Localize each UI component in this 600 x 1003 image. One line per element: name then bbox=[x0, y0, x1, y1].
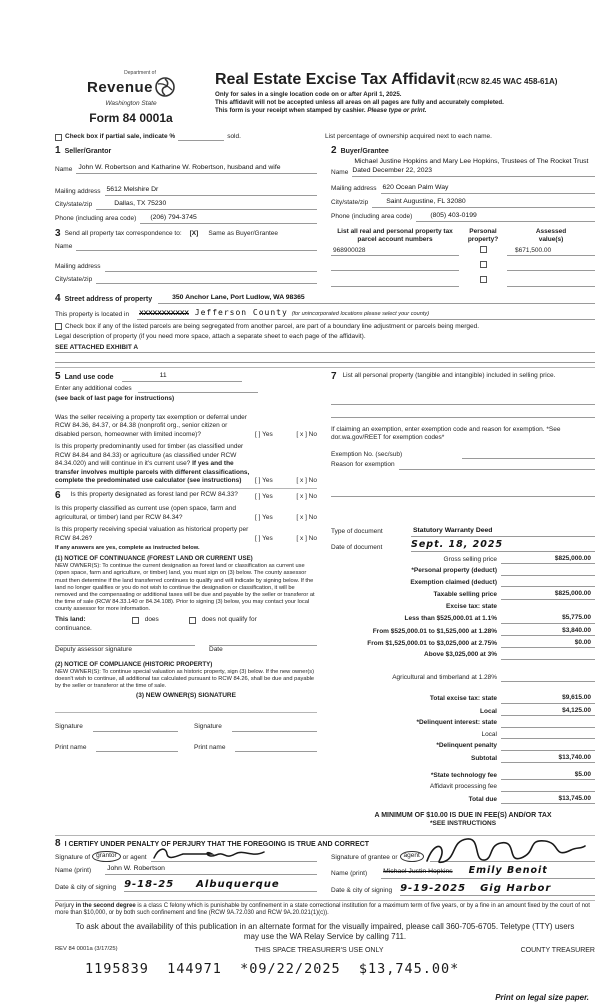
notice-compliance-title: (2) NOTICE OF COMPLIANCE (HISTORIC PROPERTY) bbox=[55, 660, 213, 668]
section-2-buyer bbox=[331, 141, 595, 223]
tax-row-label: *Delinquent interest: state bbox=[416, 719, 497, 727]
correspondence-name-label: Name bbox=[55, 242, 73, 250]
continuance-label: continuance. bbox=[55, 624, 92, 632]
header-note-3-italic: Please type or print. bbox=[367, 106, 427, 114]
q1-yes[interactable]: [ ] Yes bbox=[255, 430, 273, 438]
grantee-circled-word: agent bbox=[400, 851, 424, 862]
tax-row-value bbox=[501, 784, 595, 792]
q5-no[interactable]: [ x ] No bbox=[296, 534, 317, 542]
does-not-qualify-checkbox[interactable] bbox=[189, 617, 196, 624]
dor-swirl-icon bbox=[155, 77, 175, 100]
legal-description-field[interactable] bbox=[55, 344, 595, 353]
owner-print-label-1: Print name bbox=[55, 743, 87, 751]
personal-property-list-field-2[interactable] bbox=[331, 417, 595, 418]
notice-continuance-title: (1) NOTICE OF CONTINUANCE (FOREST LAND OR CURRENT USE) bbox=[55, 555, 253, 563]
this-land-label: This land: bbox=[55, 616, 86, 624]
parcel-header-line1: List all real and personal property tax bbox=[337, 227, 453, 235]
tax-row-value: $5,775.00 bbox=[501, 614, 595, 623]
same-as-label: Same as Buyer/Grantee bbox=[208, 230, 279, 238]
deputy-assessor-signature-label: Deputy assessor signature bbox=[55, 646, 132, 654]
deputy-date-field[interactable] bbox=[209, 645, 317, 646]
exemption-intro: If claiming an exemption, enter exemption code and reason for exemption. *See dor.wa.gov/REET for exemption codes* bbox=[331, 426, 561, 442]
question-current-use: Is this property classified as current use (open space, farm and agricultural, or timber) land per RCW 84.34? bbox=[55, 505, 237, 521]
form-title-rcw: (RCW 82.45 WAC 458-61A) bbox=[456, 77, 558, 86]
county-treasurer-label: COUNTY TREASURER bbox=[520, 947, 595, 955]
section-8-number: 8 bbox=[55, 837, 61, 849]
parcel-number-value[interactable]: 968900028 bbox=[331, 247, 459, 256]
exemption-no-label: Exemption No. (sec/sub) bbox=[331, 450, 403, 458]
section-1-number: 1 bbox=[55, 145, 61, 157]
section-1-title: Seller/Grantor bbox=[64, 148, 112, 156]
section-7-selling-price bbox=[331, 372, 595, 829]
tax-row-value: $4,125.00 bbox=[501, 707, 595, 716]
owner-signature-field-2[interactable] bbox=[232, 725, 317, 732]
grantee-city-value: Gig Harbor bbox=[480, 882, 552, 894]
section-7-number: 7 bbox=[331, 371, 337, 383]
buyer-name-value: Michael Justine Hopkins and Mary Lee Hopkins, Trustees of The Rocket Trust Dated December 22, 2023 bbox=[352, 158, 589, 175]
owner-signature-label-1: Signature bbox=[55, 723, 83, 731]
seller-mailing-field[interactable] bbox=[105, 186, 317, 196]
legal-description-label: Legal description of property (if you need more space, attach a separate sheet to each page of the affidavit). bbox=[55, 333, 366, 341]
type-of-document-label: Type of document bbox=[331, 528, 383, 536]
buyer-mailing-field[interactable] bbox=[381, 184, 595, 194]
buyer-city-value: Saint Augustine, FL 32080 bbox=[386, 197, 466, 205]
form-number: Form 84 0001a bbox=[89, 111, 173, 126]
section-4-number: 4 bbox=[55, 292, 61, 304]
owner-print-field-1[interactable] bbox=[96, 745, 178, 752]
tax-row-label: Total due bbox=[468, 795, 497, 803]
parcel-header-line2: parcel account numbers bbox=[357, 236, 433, 244]
seller-city-value: Dallas, TX 75230 bbox=[114, 200, 167, 208]
tax-row-label: Affidavit processing fee bbox=[429, 783, 497, 791]
section-8-certification bbox=[55, 835, 595, 896]
tax-row-label: Subtotal bbox=[471, 754, 497, 762]
q1-no[interactable]: [ x ] No bbox=[296, 430, 317, 438]
correspondence-mailing-label: Mailing address bbox=[55, 263, 101, 271]
header-note-3: This form is your receipt when stamped by cashier. bbox=[215, 106, 368, 114]
parcel-row bbox=[331, 261, 595, 271]
grantor-sig-label-pre: Signature of bbox=[55, 853, 91, 861]
county-struck-text: XXXXXXXXXXX bbox=[139, 309, 189, 317]
grantee-name-handwritten: Emily Benoit bbox=[468, 865, 548, 877]
county-field[interactable] bbox=[137, 308, 595, 320]
grantor-date-value: 9-18-25 bbox=[124, 879, 175, 891]
section-1-seller bbox=[55, 141, 317, 223]
q2-yes[interactable]: [ ] Yes bbox=[255, 476, 273, 484]
question-tax-exemption: Was the seller receiving a property tax exemption or deferral under RCW 84.36, 84.37, or 84.38 (nonprofit org., senior citizen or disabled person, homeowner with limited income)? bbox=[55, 413, 247, 438]
tax-row-value: $825,000.00 bbox=[501, 590, 595, 599]
seller-phone-label: Phone (including area code) bbox=[55, 215, 137, 223]
personal-property-checkbox[interactable] bbox=[480, 261, 487, 268]
date-of-document-value: Sept. 18, 2025 bbox=[411, 538, 504, 550]
treasurer-use-only-label: THIS SPACE TREASURER'S USE ONLY bbox=[254, 947, 384, 955]
grantee-name-struck: Michael Justin Hopkins bbox=[383, 868, 453, 876]
tax-row-value: $0.00 bbox=[501, 639, 595, 648]
grantee-signature bbox=[421, 835, 591, 869]
personal-property-checkbox[interactable] bbox=[480, 276, 487, 283]
grantor-date-city-label: Date & city of signing bbox=[55, 883, 117, 891]
county-value: Jefferson County bbox=[194, 307, 288, 317]
q3-yes[interactable]: [ ] Yes bbox=[255, 492, 273, 500]
perjury-bold: in the second degree bbox=[75, 902, 136, 909]
grantor-name-print-field[interactable] bbox=[105, 865, 317, 875]
section-5-number: 5 bbox=[55, 371, 61, 383]
seller-phone-field[interactable] bbox=[140, 214, 317, 224]
tax-row-label: Exemption claimed (deduct) bbox=[410, 578, 497, 586]
section-2-title: Buyer/Grantee bbox=[340, 148, 389, 156]
grantee-date-city-field[interactable] bbox=[400, 882, 595, 896]
assessed-value[interactable]: $671,500.00 bbox=[507, 247, 595, 256]
reason-exemption-field-2[interactable] bbox=[331, 496, 595, 497]
tax-row-value: $13,745.00 bbox=[501, 795, 595, 804]
dor-logo-block bbox=[55, 70, 207, 127]
additional-codes-label: Enter any additional codes bbox=[55, 385, 132, 393]
alt-format-notice: To ask about the availability of this publication in an alternate format for the visually impaired, please call 360-705-6705. Teletype (TTY) users may use the WA Relay Service by calling 711. bbox=[75, 921, 575, 941]
minimum-due-notice: A MINIMUM OF $10.00 IS DUE IN FEE(S) AND/OR TAX bbox=[374, 812, 552, 820]
legal-size-note: Print on legal size paper. bbox=[495, 993, 589, 1003]
tax-row-value: $9,615.00 bbox=[501, 694, 595, 703]
additional-codes-field[interactable] bbox=[138, 386, 258, 393]
seller-name-label: Name bbox=[55, 165, 73, 173]
tax-row-value bbox=[501, 603, 595, 611]
partial-sale-percent-field[interactable] bbox=[178, 134, 224, 141]
type-of-document-value: Statutory Warranty Deed bbox=[413, 526, 493, 534]
segregated-label: Check box if any of the listed parcels are being segregated from another parcel, are part of a boundary line adjustment or parcels being merged. bbox=[65, 322, 480, 330]
ownership-percentage-label: List percentage of ownership acquired next to each name. bbox=[325, 132, 492, 140]
washington-state-label: Washington State bbox=[105, 99, 157, 107]
grantee-sig-label-pre: Signature of grantee or bbox=[331, 853, 398, 861]
section-3-correspondence bbox=[55, 226, 317, 287]
tax-row-label: Local bbox=[481, 730, 497, 738]
does-not-label: does not qualify for bbox=[201, 616, 257, 624]
grantee-date-city-label: Date & city of signing bbox=[331, 887, 393, 895]
personal-header-line1: Personal bbox=[469, 227, 497, 235]
personal-property-list-label: List all personal property (tangible and intangible) included in selling price. bbox=[342, 372, 556, 380]
street-address-label: Street address of property bbox=[64, 295, 153, 303]
header-note-2: This affidavit will not be accepted unless all areas on all pages are fully and accurately completed. bbox=[215, 98, 504, 106]
does-label: does bbox=[144, 616, 159, 624]
tax-row-value: $825,000.00 bbox=[501, 555, 595, 564]
grantor-date-city-field[interactable] bbox=[124, 878, 317, 892]
header-note-1: Only for sales in a single location code on or after April 1, 2025. bbox=[215, 90, 402, 98]
form-title: Real Estate Excise Tax Affidavit bbox=[215, 71, 456, 88]
land-use-code-value: 11 bbox=[159, 372, 167, 380]
personal-header-line2: property? bbox=[467, 236, 499, 244]
correspondence-city-field[interactable] bbox=[96, 277, 317, 284]
section-3-number: 3 bbox=[55, 227, 61, 239]
seller-name-field[interactable] bbox=[76, 164, 317, 174]
q2-no[interactable]: [ x ] No bbox=[296, 476, 317, 484]
grantor-name-print-value: John W. Robertson bbox=[107, 865, 165, 873]
seller-city-field[interactable] bbox=[96, 200, 317, 210]
new-owner-signature-title: (3) NEW OWNER(S) SIGNATURE bbox=[136, 691, 236, 699]
revenue-logo-text: Revenue bbox=[86, 79, 154, 97]
seller-mailing-value: 5612 Melshire Dr bbox=[106, 186, 159, 194]
form-header bbox=[55, 70, 595, 127]
parcel-row bbox=[331, 276, 595, 286]
section-6-designations bbox=[55, 488, 317, 752]
tax-row-label: Local bbox=[480, 707, 497, 715]
tax-row-label: Excise tax: state bbox=[446, 602, 497, 610]
partial-sale-checkbox[interactable] bbox=[55, 134, 62, 141]
seller-city-label: City/state/zip bbox=[55, 201, 93, 209]
tax-row-value bbox=[501, 674, 595, 682]
tax-row-value bbox=[501, 652, 595, 660]
owner-signature-label-2: Signature bbox=[194, 723, 222, 731]
tax-row-label: Gross selling price bbox=[443, 555, 497, 563]
perjury-post: is a class C felony which is punishable by confinement in a state correctional institution for a maximum term of five years, or by a fine in an amount fixed by the court of not more than $10,000, or by both such confinement and fine (RCW 9A.72.030 and RCW 9A.20.021(1)(c)). bbox=[55, 902, 590, 917]
buyer-city-label: City/state/zip bbox=[331, 199, 369, 207]
county-note: (for unincorporated locations please select your county) bbox=[291, 310, 430, 317]
seller-mailing-label: Mailing address bbox=[55, 187, 101, 195]
buyer-phone-label: Phone (including area code) bbox=[331, 213, 413, 221]
correspondence-name-field[interactable] bbox=[76, 244, 317, 251]
tax-row-value bbox=[501, 731, 595, 739]
land-use-code-field[interactable] bbox=[122, 372, 242, 382]
owner-print-field-2[interactable] bbox=[235, 745, 317, 752]
sold-label: sold. bbox=[227, 132, 241, 140]
tax-row-value bbox=[501, 579, 595, 587]
tax-row-value bbox=[501, 743, 595, 751]
grantor-signature bbox=[150, 843, 280, 865]
parcel-number-value[interactable] bbox=[331, 263, 459, 271]
dept-of-label: Department of bbox=[124, 70, 156, 76]
parcel-number-value[interactable] bbox=[331, 279, 459, 287]
owner-signature-field-1[interactable] bbox=[93, 725, 178, 732]
located-in-label: This property is located in bbox=[55, 311, 130, 319]
section-2-number: 2 bbox=[331, 145, 337, 157]
buyer-phone-value: (805) 403-0199 bbox=[430, 211, 477, 219]
tax-row-label: Above $3,025,000 at 3% bbox=[424, 651, 497, 659]
grantor-sig-label-post: or agent bbox=[122, 853, 147, 861]
treasurer-stamp: 1195839 144971 *09/22/2025 $13,745.00* bbox=[85, 961, 460, 978]
grantee-date-value: 9-19-2025 bbox=[400, 882, 467, 894]
grantor-city-value: Albuquerque bbox=[196, 879, 280, 891]
street-address-value: 350 Anchor Lane, Port Ludlow, WA 98365 bbox=[172, 294, 305, 302]
q4-yes[interactable]: [ ] Yes bbox=[255, 513, 273, 521]
same-as-checkbox-mark[interactable]: [X] bbox=[189, 230, 199, 238]
buyer-mailing-label: Mailing address bbox=[331, 185, 377, 193]
exemption-no-field[interactable] bbox=[462, 452, 595, 459]
deputy-date-label: Date bbox=[209, 646, 223, 654]
section-6-number: 6 bbox=[55, 490, 61, 502]
tax-row-label: Agricultural and timberland at 1.28% bbox=[392, 673, 497, 681]
if-yes-instruction: If any answers are yes, complete as instructed below. bbox=[55, 545, 200, 552]
tax-row-label: Total excise tax: state bbox=[429, 695, 497, 703]
tax-row-label: Less than $525,000.01 at 1.1% bbox=[404, 615, 497, 623]
does-qualify-checkbox[interactable] bbox=[132, 617, 139, 624]
assessed-header-line2: value(s) bbox=[538, 236, 564, 244]
tax-row-label: *Delinquent penalty bbox=[436, 742, 497, 750]
grantee-signature-block bbox=[331, 851, 595, 896]
q4-no[interactable]: [ x ] No bbox=[296, 513, 317, 521]
tax-row-label: Taxable selling price bbox=[433, 591, 497, 599]
section-4-property bbox=[55, 294, 595, 368]
tax-row-value bbox=[501, 568, 595, 576]
perjury-pre: Perjury bbox=[55, 902, 76, 909]
buyer-name-label: Name bbox=[331, 168, 349, 176]
q3-no[interactable]: [ x ] No bbox=[296, 492, 317, 500]
correspondence-city-label: City/state/zip bbox=[55, 275, 93, 283]
seller-name-value: John W. Robertson and Katharine W. Robertson, husband and wife bbox=[78, 164, 281, 172]
section-5-land-use bbox=[55, 372, 317, 485]
notice-continuance-body: NEW OWNER(S): To continue the current designation as forest land or classification as current use (open space, farm and agriculture, or timber) land, you must sign on (3) below. The county assessor must then determine if the land transferred continues to qualify and will indicate by signing below. If the land no longer qualifies or you do not wish to continue the designation or classification, it will be removed and the compensating or additional taxes will be due and payable by the seller or transferor at the time of sale (RCW 84.33.140 or 84.34.108). Prior to signing (3) below, you may contact your local county assessor for more information. bbox=[55, 563, 315, 613]
owner-print-label-2: Print name bbox=[194, 743, 226, 751]
grantor-signature-block bbox=[55, 851, 317, 896]
section-3-parcels bbox=[331, 226, 595, 287]
legal-description-field-2[interactable] bbox=[55, 362, 595, 363]
date-of-document-field[interactable] bbox=[411, 539, 595, 552]
street-address-field[interactable] bbox=[158, 294, 595, 304]
grantee-name-print-label: Name (print) bbox=[331, 870, 368, 878]
tax-row-label: *State technology fee bbox=[430, 771, 497, 779]
tax-row-value: $3,840.00 bbox=[501, 627, 595, 636]
perjury-statement bbox=[55, 900, 595, 918]
parcel-row bbox=[331, 246, 595, 256]
buyer-mailing-value: 620 Ocean Palm Way bbox=[382, 184, 449, 192]
personal-property-list-field[interactable] bbox=[331, 404, 595, 405]
buyer-phone-field[interactable] bbox=[416, 212, 595, 222]
rev-form-code: REV 84 0001a (3/17/25) bbox=[55, 946, 118, 953]
reason-exemption-label: Reason for exemption bbox=[331, 461, 395, 469]
reason-exemption-field[interactable] bbox=[399, 463, 595, 470]
personal-property-checkbox[interactable] bbox=[480, 246, 487, 253]
tax-row-value: $5.00 bbox=[501, 771, 595, 780]
buyer-city-field[interactable] bbox=[372, 198, 595, 208]
tax-row-value bbox=[501, 720, 595, 728]
tax-row-label: From $1,525,000.01 to $3,025,000 at 2.75% bbox=[367, 640, 497, 648]
see-back-label: (see back of last page for instructions) bbox=[55, 395, 175, 403]
question-timber-use: Is this property predominantly used for timber (as classified under RCW 84.84 and 84.33) or agriculture (as classified under RCW 84.34.020) and will continue in it's current use? bbox=[55, 443, 244, 468]
grantor-name-print-label: Name (print) bbox=[55, 866, 92, 874]
tax-row-label: *Personal property (deduct) bbox=[411, 567, 497, 575]
q5-yes[interactable]: [ ] Yes bbox=[255, 534, 273, 542]
correspondence-label: Send all property tax correspondence to: bbox=[64, 230, 182, 238]
assessed-value[interactable] bbox=[507, 263, 595, 271]
seller-phone-value: (206) 794-3745 bbox=[150, 213, 197, 221]
question-timber-use-bold: If yes and the transfer involves multiple parcels with different classifications, complete the predominated use calculator (see instructions) bbox=[55, 460, 250, 484]
affidavit-page bbox=[55, 70, 595, 1003]
partial-sale-label: Check box if partial sale, indicate % bbox=[65, 132, 176, 140]
notice-compliance-body: NEW OWNER(S): To continue special valuation as historic property, sign (3) below. If the new owner(s) doesn't wish to continue, all additional tax calculated pursuant to RCW 84.26, shall be due and payable by the seller or transferor at the time of sale. bbox=[55, 668, 315, 689]
legal-description-value: SEE ATTACHED EXHIBIT A bbox=[55, 343, 139, 351]
grantor-circled-word: grantor bbox=[92, 851, 121, 862]
see-instructions-note: *SEE INSTRUCTIONS bbox=[429, 820, 497, 828]
question-historical: Is this property receiving special valuation as historical property per RCW 84.26? bbox=[55, 526, 249, 542]
assessed-header-line1: Assessed bbox=[535, 227, 567, 235]
type-of-document-field[interactable] bbox=[411, 527, 595, 537]
land-use-code-label: Land use code bbox=[64, 373, 114, 381]
question-forest-land: Is this property designated as forest land per RCW 84.33? bbox=[70, 491, 238, 499]
date-of-document-label: Date of document bbox=[331, 543, 383, 551]
certify-statement: I CERTIFY UNDER PENALTY OF PERJURY THAT THE FOREGOING IS TRUE AND CORRECT bbox=[64, 840, 370, 848]
tax-row-label: From $525,000.01 to $1,525,000 at 1.28% bbox=[372, 627, 497, 635]
correspondence-mailing-field[interactable] bbox=[105, 265, 317, 272]
segregated-checkbox[interactable] bbox=[55, 323, 62, 330]
tax-row-value: $13,740.00 bbox=[501, 754, 595, 763]
buyer-name-field[interactable] bbox=[352, 158, 595, 177]
assessed-value[interactable] bbox=[507, 279, 595, 287]
